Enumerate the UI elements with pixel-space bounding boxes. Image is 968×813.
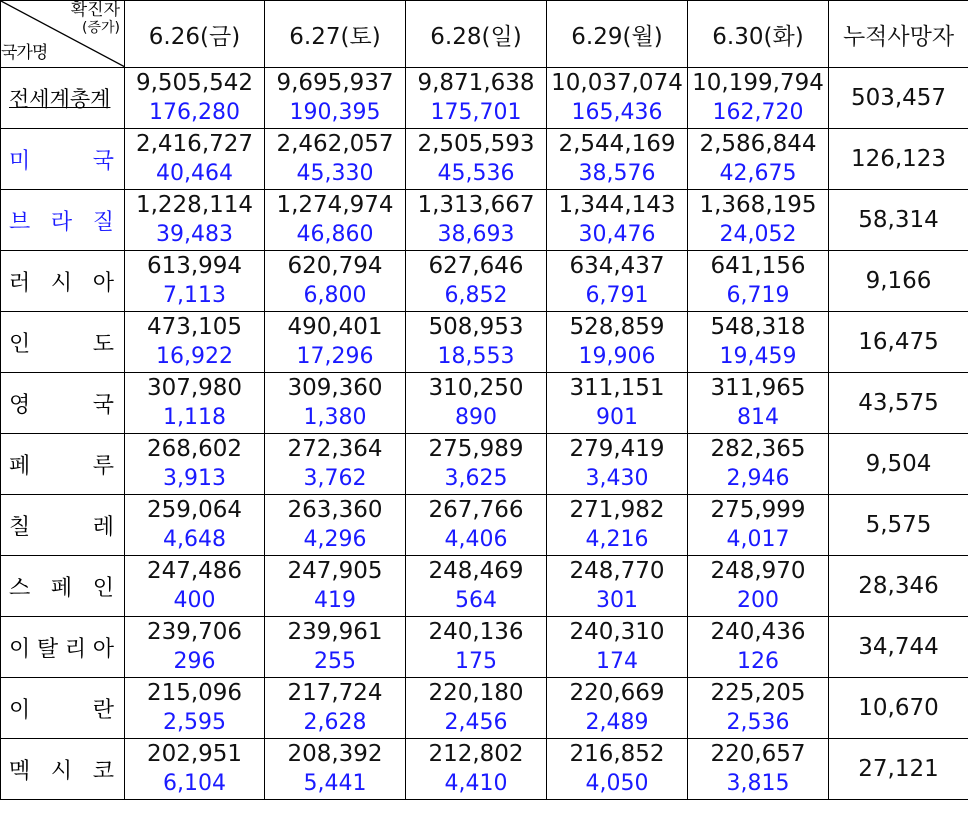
confirmed-cases: 247,486: [146, 558, 243, 584]
daily-increase: 40,464: [156, 161, 233, 186]
daily-cell: [125, 678, 265, 739]
country-name-part: 국: [92, 392, 114, 418]
confirmed-cases: 1,344,143: [558, 192, 676, 218]
date-header: 6.30(화): [688, 1, 829, 68]
country-name-part: 페: [50, 575, 73, 601]
daily-cell: [125, 312, 265, 373]
daily-cell: [406, 617, 547, 678]
date-header: 6.29(월): [547, 1, 688, 68]
daily-increase: 2,456: [444, 710, 508, 735]
country-name: [1, 739, 125, 800]
daily-cell: [406, 312, 547, 373]
confirmed-cases: 263,360: [287, 497, 383, 523]
confirmed-cases: 508,953: [428, 314, 524, 340]
daily-increase: 4,406: [444, 527, 508, 552]
daily-increase: 165,436: [571, 100, 663, 125]
daily-cell: [688, 312, 829, 373]
daily-increase: 4,017: [726, 527, 790, 552]
daily-increase: 200: [737, 588, 779, 613]
daily-increase: 18,553: [437, 344, 515, 369]
daily-increase: 6,800: [303, 283, 367, 308]
daily-increase: 7,113: [163, 283, 226, 308]
confirmed-cases: 627,646: [428, 253, 524, 279]
country-name: [1, 68, 125, 129]
daily-increase: 1,380: [303, 405, 367, 430]
country-name-chars: [9, 144, 114, 175]
confirmed-cases: 282,365: [710, 436, 806, 462]
daily-cell: [547, 556, 688, 617]
daily-increase: 6,719: [726, 283, 790, 308]
confirmed-cases: 1,368,195: [699, 192, 817, 218]
country-name-part: 시: [50, 758, 73, 784]
confirmed-label: 확진자: [70, 0, 120, 20]
daily-increase: 814: [737, 405, 779, 430]
confirmed-cases: 259,064: [146, 497, 243, 523]
daily-increase: 162,720: [712, 100, 804, 125]
confirmed-cases: 208,392: [287, 741, 383, 767]
daily-cell: [265, 434, 406, 495]
confirmed-cases: 247,905: [287, 558, 383, 584]
daily-cell: [688, 678, 829, 739]
confirmed-cases: 272,364: [287, 436, 383, 462]
daily-cell: [406, 495, 547, 556]
date-header: 6.26(금): [125, 1, 265, 68]
daily-cell: [125, 739, 265, 800]
cumulative-deaths: 27,121: [829, 739, 968, 800]
country-name-part: 미: [9, 148, 31, 174]
daily-increase: 38,576: [578, 161, 656, 186]
country-name-part: 리: [64, 636, 87, 662]
country-name-part: 멕: [9, 758, 31, 784]
corner-top-label: [71, 1, 120, 37]
country-name-part: 러: [9, 270, 31, 296]
daily-increase: 42,675: [719, 161, 797, 186]
daily-cell: [406, 68, 547, 129]
daily-cell: [547, 495, 688, 556]
daily-cell: [406, 434, 547, 495]
country-name-chars: [9, 388, 114, 419]
confirmed-cases: 9,505,542: [135, 70, 254, 96]
country-name-part: 영: [9, 392, 31, 418]
daily-increase: 301: [596, 588, 638, 613]
cumulative-deaths: 34,744: [829, 617, 968, 678]
daily-increase: 255: [314, 649, 356, 674]
country-name: [1, 556, 125, 617]
daily-increase: 17,296: [296, 344, 374, 369]
daily-cell: [265, 129, 406, 190]
confirmed-cases: 275,999: [710, 497, 806, 523]
cumulative-deaths: 5,575: [829, 495, 968, 556]
confirmed-cases: 216,852: [569, 741, 665, 767]
confirmed-cases: 9,871,638: [417, 70, 535, 96]
daily-increase: 2,489: [585, 710, 649, 735]
confirmed-cases: 1,228,114: [135, 192, 254, 218]
country-name: [1, 190, 125, 251]
confirmed-cases: 473,105: [146, 314, 243, 340]
country-name-part: 탈: [36, 636, 59, 662]
daily-cell: [547, 678, 688, 739]
daily-increase: 30,476: [578, 222, 656, 247]
cumulative-deaths: 9,166: [829, 251, 968, 312]
cumulative-deaths-header: 누적사망자: [829, 1, 968, 68]
country-name-chars: [9, 510, 114, 541]
country-name: [1, 373, 125, 434]
daily-increase: 4,410: [444, 771, 508, 796]
table-row: [1, 129, 968, 190]
confirmed-cases: 220,657: [710, 741, 806, 767]
daily-increase: 24,052: [719, 222, 797, 247]
confirmed-cases: 1,274,974: [276, 192, 394, 218]
daily-cell: [688, 739, 829, 800]
country-name-part: 인: [9, 331, 31, 357]
daily-cell: [125, 495, 265, 556]
country-name-chars: [9, 571, 114, 602]
daily-increase: 564: [455, 588, 497, 613]
country-name-part: 이: [9, 636, 31, 662]
confirmed-cases: 2,586,844: [699, 131, 817, 157]
daily-cell: [547, 251, 688, 312]
daily-increase: 39,483: [156, 222, 233, 247]
daily-cell: [547, 434, 688, 495]
confirmed-cases: 309,360: [287, 375, 383, 401]
country-name: [1, 312, 125, 373]
country-name-part: 아: [92, 636, 114, 662]
cumulative-deaths: 126,123: [829, 129, 968, 190]
confirmed-cases: 239,706: [146, 619, 243, 645]
daily-increase: 3,625: [444, 466, 508, 491]
country-name-part: 국: [92, 148, 114, 174]
confirmed-cases: 275,989: [428, 436, 524, 462]
confirmed-cases: 202,951: [146, 741, 243, 767]
daily-increase: 2,595: [163, 710, 226, 735]
daily-increase: 901: [596, 405, 638, 430]
confirmed-cases: 240,436: [710, 619, 806, 645]
daily-cell: [125, 68, 265, 129]
confirmed-cases: 2,544,169: [558, 131, 676, 157]
daily-increase: 890: [455, 405, 497, 430]
country-name-chars: [9, 693, 114, 724]
table-row: [1, 68, 968, 129]
table-row: [1, 617, 968, 678]
daily-cell: [688, 129, 829, 190]
country-name-part: 코: [92, 758, 114, 784]
confirmed-cases: 307,980: [146, 375, 243, 401]
daily-cell: [547, 190, 688, 251]
confirmed-cases: 248,770: [569, 558, 665, 584]
daily-increase: 2,946: [726, 466, 790, 491]
daily-cell: [265, 739, 406, 800]
table-row: [1, 678, 968, 739]
daily-cell: [265, 68, 406, 129]
confirmed-cases: 490,401: [287, 314, 383, 340]
confirmed-cases: 240,310: [569, 619, 665, 645]
country-name-part: 루: [92, 453, 114, 479]
table-row: [1, 251, 968, 312]
confirmed-cases: 279,419: [569, 436, 665, 462]
daily-cell: [688, 68, 829, 129]
daily-increase: 419: [314, 588, 356, 613]
daily-cell: [406, 556, 547, 617]
daily-increase: 2,628: [303, 710, 367, 735]
daily-increase: 16,922: [156, 344, 233, 369]
confirmed-cases: 528,859: [569, 314, 665, 340]
daily-cell: [265, 617, 406, 678]
country-name-part: 란: [92, 697, 114, 723]
daily-increase: 176,280: [149, 100, 240, 125]
country-name: [1, 251, 125, 312]
daily-cell: [688, 190, 829, 251]
daily-cell: [547, 739, 688, 800]
daily-cell: [688, 373, 829, 434]
confirmed-cases: 248,469: [428, 558, 524, 584]
daily-cell: [406, 739, 547, 800]
daily-cell: [547, 129, 688, 190]
confirmed-cases: 220,180: [428, 680, 524, 706]
cumulative-deaths: 58,314: [829, 190, 968, 251]
cumulative-deaths: 10,670: [829, 678, 968, 739]
country-name: [1, 129, 125, 190]
country-name-part: 아: [92, 270, 114, 296]
cumulative-deaths: 16,475: [829, 312, 968, 373]
confirmed-cases: 268,602: [146, 436, 243, 462]
daily-increase: 19,459: [719, 344, 797, 369]
confirmed-cases: 634,437: [569, 253, 665, 279]
confirmed-cases: 641,156: [710, 253, 806, 279]
daily-cell: [547, 312, 688, 373]
daily-increase: 190,395: [289, 100, 381, 125]
corner-header: [1, 1, 125, 68]
confirmed-cases: 271,982: [569, 497, 665, 523]
daily-cell: [265, 556, 406, 617]
cumulative-deaths: 503,457: [829, 68, 968, 129]
country-name-part: 질: [92, 209, 114, 235]
daily-cell: [688, 556, 829, 617]
header-row: [1, 1, 968, 68]
country-name-chars: [9, 754, 114, 785]
daily-increase: 296: [173, 649, 216, 674]
country-label: 국가명: [1, 43, 48, 63]
confirmed-cases: 1,313,667: [417, 192, 535, 218]
daily-cell: [125, 556, 265, 617]
country-name-part: 시: [50, 270, 73, 296]
daily-cell: [125, 373, 265, 434]
country-name-part: 전세계총계: [9, 87, 111, 111]
confirmed-cases: 248,970: [710, 558, 806, 584]
table-body: [1, 68, 968, 800]
daily-increase: 5,441: [303, 771, 367, 796]
table-row: [1, 434, 968, 495]
daily-increase: 2,536: [726, 710, 790, 735]
confirmed-cases: 310,250: [428, 375, 524, 401]
daily-cell: [547, 373, 688, 434]
table-row: [1, 190, 968, 251]
daily-cell: [406, 251, 547, 312]
country-name-part: 페: [9, 453, 31, 479]
country-name-part: 브: [9, 209, 31, 235]
daily-cell: [125, 129, 265, 190]
country-name-part: 인: [92, 575, 114, 601]
confirmed-cases: 2,462,057: [276, 131, 394, 157]
country-name-part: 도: [92, 331, 114, 357]
table-row: [1, 739, 968, 800]
date-header: 6.28(일): [406, 1, 547, 68]
country-name-chars: [9, 83, 114, 113]
daily-increase: 400: [173, 588, 216, 613]
daily-increase: 46,860: [296, 222, 374, 247]
daily-increase: 3,913: [163, 466, 226, 491]
daily-cell: [547, 617, 688, 678]
confirmed-cases: 2,505,593: [417, 131, 535, 157]
daily-cell: [125, 434, 265, 495]
daily-cell: [688, 617, 829, 678]
confirmed-cases: 240,136: [428, 619, 524, 645]
date-header: 6.27(토): [265, 1, 406, 68]
country-name-chars: [9, 449, 114, 480]
country-name: [1, 495, 125, 556]
confirmed-cases: 311,151: [569, 375, 665, 401]
confirmed-cases: 220,669: [569, 680, 665, 706]
daily-increase: 19,906: [578, 344, 656, 369]
daily-increase: 175: [455, 649, 497, 674]
country-name: [1, 434, 125, 495]
country-name-part: 라: [50, 209, 73, 235]
daily-increase: 1,118: [163, 405, 226, 430]
daily-cell: [265, 495, 406, 556]
daily-cell: [547, 68, 688, 129]
daily-cell: [265, 251, 406, 312]
table-row: [1, 556, 968, 617]
daily-cell: [688, 434, 829, 495]
daily-increase: 3,815: [726, 771, 790, 796]
country-name: [1, 617, 125, 678]
confirmed-cases: 212,802: [428, 741, 524, 767]
confirmed-cases: 10,199,794: [692, 70, 824, 96]
daily-increase: 38,693: [437, 222, 515, 247]
confirmed-cases: 215,096: [146, 680, 243, 706]
table-row: [1, 312, 968, 373]
confirmed-cases: 620,794: [287, 253, 383, 279]
daily-increase: 174: [596, 649, 638, 674]
country-name-part: 칠: [9, 514, 31, 540]
daily-cell: [265, 373, 406, 434]
confirmed-cases: 2,416,727: [135, 131, 254, 157]
increase-label: (증가): [82, 20, 120, 36]
country-name-chars: [9, 327, 114, 358]
daily-increase: 45,536: [437, 161, 515, 186]
daily-cell: [265, 678, 406, 739]
daily-increase: 6,104: [163, 771, 226, 796]
daily-cell: [688, 495, 829, 556]
daily-cell: [406, 129, 547, 190]
daily-cell: [265, 312, 406, 373]
daily-increase: 175,701: [430, 100, 522, 125]
country-name-chars: [9, 266, 114, 297]
daily-cell: [406, 190, 547, 251]
daily-increase: 6,852: [444, 283, 508, 308]
confirmed-cases: 217,724: [287, 680, 383, 706]
country-name-part: 이: [9, 697, 31, 723]
daily-increase: 45,330: [296, 161, 374, 186]
daily-increase: 3,430: [585, 466, 649, 491]
country-name-part: 레: [92, 514, 114, 540]
cumulative-deaths: 43,575: [829, 373, 968, 434]
daily-increase: 126: [737, 649, 779, 674]
daily-increase: 3,762: [303, 466, 367, 491]
cumulative-deaths: 9,504: [829, 434, 968, 495]
daily-cell: [406, 678, 547, 739]
table-row: [1, 373, 968, 434]
confirmed-cases: 239,961: [287, 619, 383, 645]
confirmed-cases: 10,037,074: [551, 70, 683, 96]
daily-cell: [265, 190, 406, 251]
daily-increase: 4,216: [585, 527, 649, 552]
confirmed-cases: 9,695,937: [276, 70, 394, 96]
confirmed-cases: 311,965: [710, 375, 806, 401]
table-row: [1, 495, 968, 556]
daily-increase: 4,296: [303, 527, 367, 552]
confirmed-cases: 225,205: [710, 680, 806, 706]
confirmed-cases: 548,318: [710, 314, 806, 340]
daily-cell: [125, 251, 265, 312]
daily-increase: 6,791: [585, 283, 649, 308]
daily-increase: 4,648: [163, 527, 226, 552]
daily-cell: [688, 251, 829, 312]
country-name-chars: [9, 205, 114, 236]
country-name: [1, 678, 125, 739]
confirmed-cases: 267,766: [428, 497, 524, 523]
daily-cell: [406, 373, 547, 434]
confirmed-cases: 613,994: [146, 253, 243, 279]
daily-increase: 4,050: [585, 771, 649, 796]
country-name-chars: [9, 632, 114, 663]
daily-cell: [125, 617, 265, 678]
country-name-part: 스: [9, 575, 31, 601]
cumulative-deaths: 28,346: [829, 556, 968, 617]
daily-cell: [125, 190, 265, 251]
